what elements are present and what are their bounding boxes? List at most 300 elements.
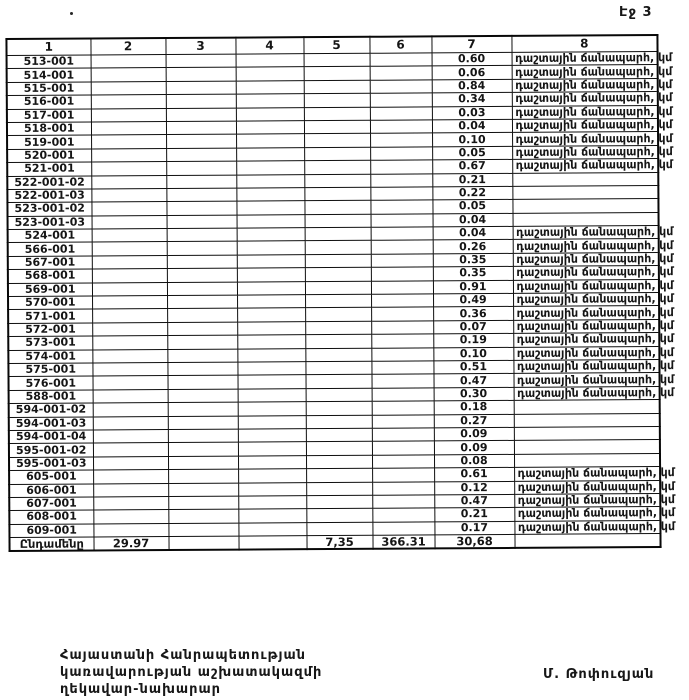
cell-empty [93,416,168,430]
cell-value: 0.34 [432,93,512,107]
cell-note [514,400,660,414]
cell-empty [91,68,166,82]
cell-empty [167,322,237,336]
cell-empty [305,241,371,255]
cell-code: 518-001 [7,122,91,136]
total-col7-cell: 30,68 [434,534,514,548]
column-header-8: 8 [511,35,657,52]
road-note-text: դաշտային ճանապարհ, կմ [517,519,676,535]
cell-empty [238,415,306,429]
cell-empty [237,335,305,349]
cell-value: 0.47 [434,494,514,508]
cell-note [514,440,660,454]
cell-code: 571-001 [8,309,92,323]
cell-value: 0.21 [434,508,514,522]
cell-value: 0.51 [433,360,513,374]
cell-empty [237,268,305,282]
cell-empty [372,455,434,469]
cell-empty [92,215,167,229]
cell-empty [92,229,167,243]
cell-empty [166,81,236,95]
cell-code: 572-001 [8,323,92,337]
road-note-text: դաշտային ճանապարհ, կմ [515,77,673,93]
cell-empty [372,522,434,536]
cell-empty [370,173,432,187]
cell-code: 514-001 [7,68,91,82]
cell-empty [371,254,433,268]
cell-empty [92,242,167,256]
cell-note [512,117,673,133]
cell-empty [304,160,370,174]
cell-code: 606-001 [9,483,93,497]
cell-empty [238,522,306,536]
cell-empty [166,161,236,175]
cell-empty [236,147,304,161]
cell-empty [370,187,432,201]
cell-empty [91,202,166,216]
cell-empty [92,282,167,296]
cell-empty [236,94,304,108]
cell-note [513,291,674,307]
road-note-text: դաշտային ճանապարհ, կմ [517,506,676,521]
cell-empty [372,414,434,428]
cell-empty [306,415,372,429]
cell-empty [306,495,372,509]
cell-empty [93,403,168,417]
cell-empty [370,133,432,147]
cell-empty [167,255,237,269]
cell-empty [93,483,168,497]
cell-empty [167,295,237,309]
cell-note [513,224,674,240]
cell-empty [167,335,237,349]
cell-empty [168,483,238,497]
cell-empty [306,468,372,482]
column-header-5: 5 [303,37,369,54]
cell-value: 0.47 [433,374,513,388]
cell-empty [168,456,238,470]
cell-empty [237,348,305,362]
cell-code: 520-001 [7,149,91,163]
road-note-text: դաշտային ճանապարհ, կմ [516,305,674,320]
cell-empty [372,508,434,522]
road-note-text: դաշտային ճանապարհ, կմ [515,131,673,146]
cell-empty [305,214,371,228]
cell-empty [304,147,370,161]
data-table [5,34,676,552]
cell-empty [370,66,432,80]
cell-empty [305,348,371,362]
cell-empty [236,54,304,68]
cell-empty [304,120,370,134]
cell-empty [371,267,433,281]
column-header-7: 7 [431,36,511,53]
cell-empty [372,468,434,482]
signatory-name: Մ. Թոփուզյան [543,667,655,682]
cell-empty [370,200,432,214]
cell-value: 0.22 [432,186,512,200]
issuer-line-1: Հայաստանի Հանրապետության [60,648,307,663]
cell-code: 574-001 [8,350,92,364]
cell-value: 0.12 [434,481,514,495]
cell-code: 594-001-03 [9,417,93,431]
cell-empty [306,455,372,469]
cell-empty [91,55,166,69]
cell-code: 588-001 [9,390,93,404]
total-col2-cell: 29.97 [93,537,168,551]
cell-empty [167,242,237,256]
cell-empty [236,201,304,215]
cell-empty [91,135,166,149]
cell-empty [371,321,433,335]
cell-empty [237,255,305,269]
cell-code: 570-001 [8,296,92,310]
cell-empty [370,147,432,161]
cell-empty [92,322,167,336]
cell-value: 0.27 [434,414,514,428]
column-header-3: 3 [165,38,235,55]
cell-empty [237,321,305,335]
cell-empty [238,442,306,456]
cell-value: 0.09 [434,427,514,441]
cell-empty [305,375,371,389]
cell-empty [167,362,237,376]
cell-empty [370,80,432,94]
cell-empty [372,401,434,415]
cell-empty [166,108,236,122]
cell-code: 523-001-03 [8,216,92,230]
cell-empty [168,536,238,550]
cell-empty [236,174,304,188]
road-note-text: դաշտային ճանապարհ, կմ [517,479,675,494]
cell-empty [305,294,371,308]
road-note-text: դաշտային ճանապարհ, կմ [515,144,673,160]
cell-empty [371,334,433,348]
table-body [7,50,676,552]
road-note-text: դաշտային ճանապարհ, կմ [516,345,675,360]
cell-empty [92,363,167,377]
cell-code: 594-001-04 [9,430,93,444]
cell-empty [371,240,433,254]
column-header-2: 2 [90,38,165,55]
road-note-text: դաշտային ճանապարհ, կմ [515,157,673,173]
cell-code: 608-001 [9,510,93,524]
road-note-text: դաշտային ճանապարհ, կմ [515,104,673,119]
cell-empty [238,509,306,523]
cell-empty [305,254,371,268]
cell-empty [238,482,306,496]
cell-empty [238,402,306,416]
cell-empty [93,496,168,510]
table-total-row [9,534,660,552]
cell-empty [305,308,371,322]
cell-empty [371,347,433,361]
cell-value: 0.17 [434,521,514,535]
cell-empty [166,188,236,202]
cell-empty [236,121,304,135]
cell-empty [92,269,167,283]
cell-value: 0.09 [434,441,514,455]
cell-empty [304,80,370,94]
cell-value: 0.35 [433,267,513,281]
cell-value: 0.49 [433,293,513,307]
cell-empty [306,442,372,456]
cell-empty [238,496,306,510]
cell-empty [236,134,304,148]
cell-code: 513-001 [7,55,91,69]
cell-empty [237,281,305,295]
cell-empty [306,482,372,496]
cell-empty [92,255,167,269]
cell-code: 594-001-02 [9,403,93,417]
cell-empty [304,67,370,81]
cell-empty [238,375,306,389]
cell-value: 0.05 [432,200,512,214]
cell-empty [236,161,304,175]
cell-empty [305,334,371,348]
cell-value: 0.60 [432,52,512,66]
cell-code: 524-001 [8,229,92,243]
cell-empty [306,522,372,536]
cell-note [512,50,673,66]
column-header-4: 4 [235,37,303,54]
cell-value: 0.06 [432,66,512,80]
cell-value: 0.04 [433,226,513,240]
cell-note [512,172,658,186]
cell-empty [166,121,236,135]
total-col6-cell: 366.31 [372,535,434,549]
cell-code: 515-001 [7,82,91,96]
column-header-1: 1 [6,38,90,55]
cell-empty [166,201,236,215]
cell-value: 0.08 [434,454,514,468]
cell-empty [91,188,166,202]
cell-note [514,519,676,535]
road-note-text: դաշտային ճանապարհ, կմ [516,372,675,387]
cell-empty [370,106,432,120]
cell-empty [304,134,370,148]
cell-empty [166,134,236,148]
cell-code: 521-001 [7,162,91,176]
cell-empty [237,362,305,376]
cell-code: 566-001 [8,242,92,256]
cell-empty [238,455,306,469]
cell-value: 0.10 [433,347,513,361]
cell-empty [92,309,167,323]
cell-value: 0.30 [434,387,514,401]
cell-empty [168,523,238,537]
cell-empty [372,481,434,495]
page-number-label: Էջ 3 [619,5,653,20]
cell-empty [305,227,371,241]
cell-value: 0.10 [432,133,512,147]
cell-empty [167,349,237,363]
cell-note [514,426,660,440]
cell-empty [237,228,305,242]
cell-empty [93,523,168,537]
cell-empty [238,429,306,443]
cell-empty [370,120,432,134]
cell-empty [304,174,370,188]
cell-empty [168,442,238,456]
cell-empty [92,296,167,310]
cell-note [514,385,675,401]
cell-empty [91,81,166,95]
cell-empty [166,54,236,68]
cell-empty [371,374,433,388]
cell-code: 575-001 [8,363,92,377]
cell-empty [93,376,168,390]
cell-empty [371,281,433,295]
cell-empty [237,241,305,255]
cell-empty [371,307,433,321]
cell-note [513,358,675,374]
cell-code: 605-001 [9,470,93,484]
scan-artifact-dot [70,12,73,15]
cell-empty [238,469,306,483]
cell-note [514,413,660,427]
road-note-text: դաշտային ճանապարհ, կմ [517,385,675,401]
cell-empty [93,470,168,484]
cell-note [514,465,675,481]
cell-empty [93,389,168,403]
cell-code: 523-001-02 [7,202,91,216]
cell-value: 0.84 [432,79,512,93]
cell-empty [238,536,306,550]
cell-empty [236,80,304,94]
cell-empty [167,268,237,282]
cell-value: 0.35 [433,253,513,267]
cell-empty [167,228,237,242]
cell-empty [91,148,166,162]
cell-value: 0.18 [434,401,514,415]
cell-code: 609-001 [9,524,93,538]
cell-value: 0.67 [432,160,512,174]
cell-empty [166,94,236,108]
cell-value: 0.36 [433,307,513,321]
cell-empty [91,95,166,109]
cell-value: 0.04 [432,119,512,133]
cell-code: 522-001-03 [7,189,91,203]
cell-empty [236,188,304,202]
cell-empty [93,510,168,524]
total-col5-cell: 7,35 [306,535,372,549]
cell-empty [304,187,370,201]
cell-empty [166,67,236,81]
cell-code: 522-001-02 [7,175,91,189]
road-note-text: դաշտային ճանապարհ, կմ [515,90,673,106]
cell-empty [237,308,305,322]
cell-empty [167,215,237,229]
road-note-text: դաշտային ճանապարհ, կմ [516,238,674,253]
road-note-text: դաշտային ճանապարհ, կմ [516,318,674,334]
cell-empty [306,388,372,402]
cell-empty [166,148,236,162]
cell-empty [305,268,371,282]
cell-empty [371,294,433,308]
road-note-text: դաշտային ճանապարհ, կմ [516,358,675,374]
cell-value: 0.91 [433,280,513,294]
cell-empty [304,53,370,67]
cell-empty [514,534,660,549]
cell-empty [91,175,166,189]
cell-value: 0.05 [432,146,512,160]
cell-empty [304,107,370,121]
cell-empty [168,402,238,416]
cell-value: 0.61 [434,468,514,482]
road-note-text: դաշտային ճանապարհ, կմ [515,50,673,66]
cell-empty [168,509,238,523]
cell-code: 519-001 [7,135,91,149]
cell-value: 0.03 [432,106,512,120]
cell-empty [370,93,432,107]
road-note-text: դաշտային ճանապարհ, կմ [516,331,674,347]
cell-empty [371,227,433,241]
cell-empty [370,160,432,174]
cell-empty [167,282,237,296]
road-note-text: դաշտային ճանապարհ, կմ [516,278,674,294]
road-note-text: դաշտային ճանապարհ, կմ [517,465,675,481]
road-note-text: դաշտային ճանապարհ, կմ [516,251,674,267]
cell-value: 0.07 [433,320,513,334]
cell-empty [237,214,305,228]
cell-empty [168,416,238,430]
cell-empty [168,429,238,443]
cell-empty [93,443,168,457]
cell-empty [92,349,167,363]
cell-code: 568-001 [8,269,92,283]
cell-empty [167,309,237,323]
cell-empty [305,361,371,375]
cell-code: 516-001 [7,95,91,109]
cell-empty [372,428,434,442]
cell-empty [372,388,434,402]
cell-empty [306,401,372,415]
cell-value: 0.04 [433,213,513,227]
cell-code: 573-001 [8,336,92,350]
cell-note [512,157,673,173]
cell-empty [371,214,433,228]
cell-empty [91,121,166,135]
total-label-cell: Ընդամենը [9,537,93,551]
road-note-text: դաշտային ճանապարհ, կմ [517,492,675,508]
cell-empty [304,201,370,215]
cell-empty [168,375,238,389]
road-note-text: դաշտային ճանապարհ, կմ [516,265,674,280]
table-wrapper [5,34,676,552]
issuer-block [60,647,322,698]
cell-empty [372,495,434,509]
cell-note [512,199,658,213]
cell-empty [166,175,236,189]
cell-empty [91,108,166,122]
cell-empty [306,509,372,523]
cell-code: 595-001-03 [9,457,93,471]
cell-empty [168,496,238,510]
cell-value: 0.19 [433,334,513,348]
cell-empty [168,469,238,483]
road-note-text: դաշտային ճանապարհ, կմ [515,117,673,133]
cell-empty [370,53,432,67]
cell-empty [168,389,238,403]
cell-empty [372,441,434,455]
road-note-text: դաշտային ճանապարհ, կմ [516,291,674,307]
cell-code: 607-001 [9,497,93,511]
cell-empty [305,321,371,335]
road-note-text: դաշտային ճանապարհ, կմ [516,224,674,240]
cell-empty [306,428,372,442]
cell-empty [93,456,168,470]
